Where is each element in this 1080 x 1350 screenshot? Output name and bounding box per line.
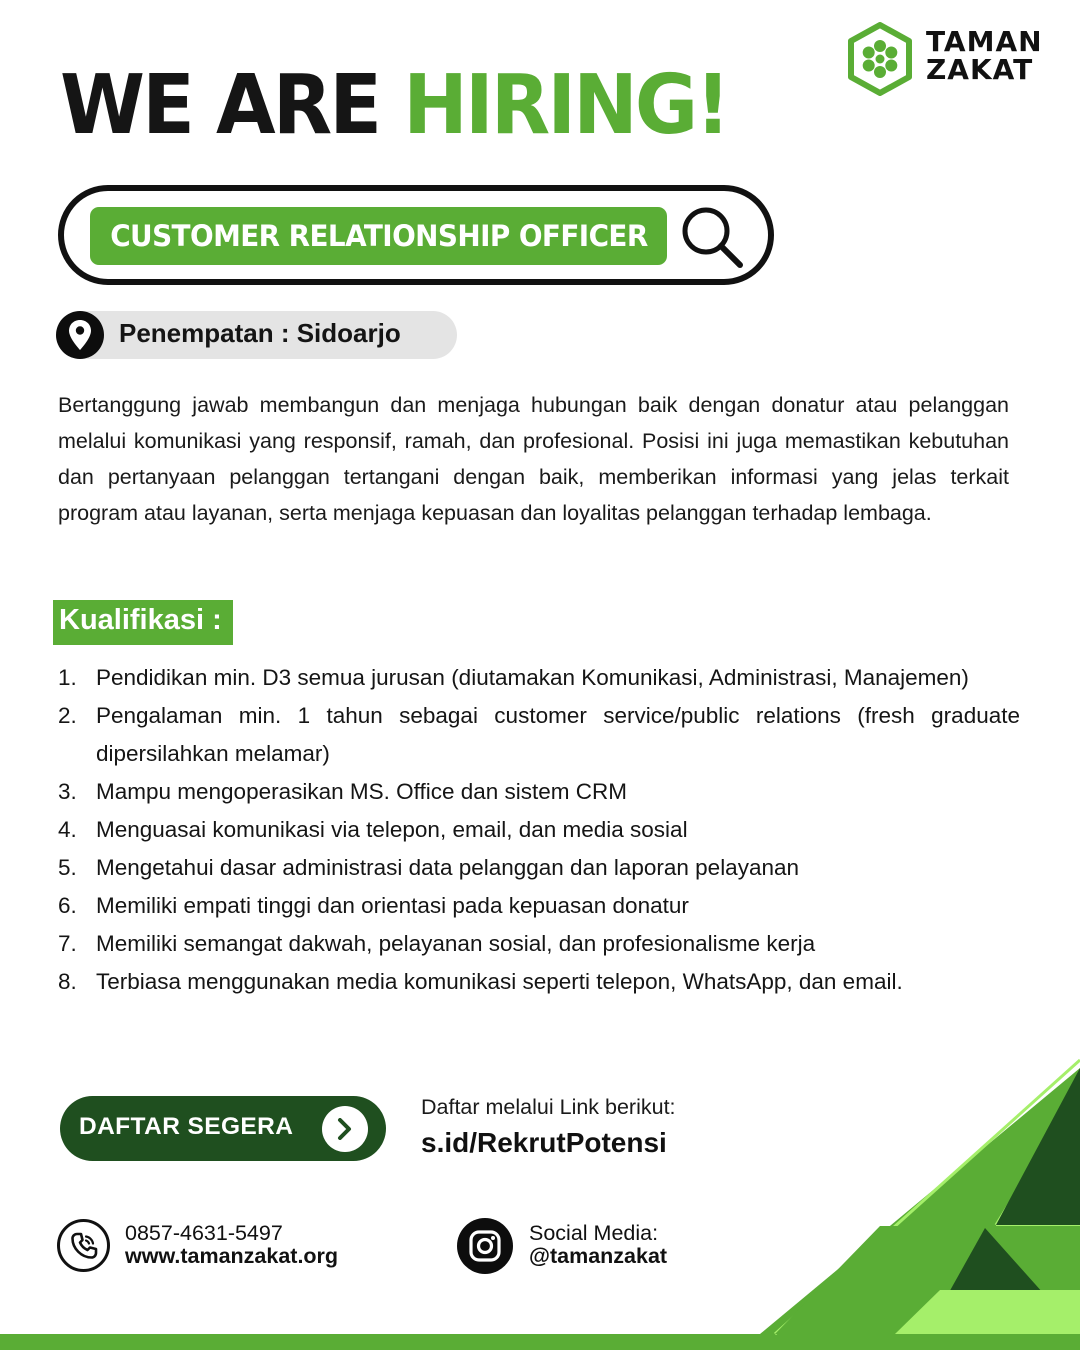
brand-logo (846, 22, 1051, 96)
list-item-number: 8. (58, 969, 77, 994)
list-item-number: 7. (58, 931, 77, 956)
registration-caption: Daftar melalui Link berikut: (421, 1095, 676, 1119)
list-item-number: 5. (58, 855, 77, 880)
job-title: CUSTOMER RELATIONSHIP OFFICER (109, 219, 648, 253)
headline (60, 60, 728, 152)
headline-part1: WE ARE (60, 58, 380, 153)
job-title-pill (90, 207, 667, 265)
job-description: Bertanggung jawab membangun dan menjaga hubungan baik dengan donatur atau pelanggan melalui komunikasi yang responsif, ramah, dan profesional. Posisi ini juga memastikan kebutuhan dan pertanyaan pelanggan tertangani dengan baik, memberikan informasi yang jelas terkait program atau layanan, serta menjaga kepuasan dan loyalitas pelanggan terhadap lembaga. (58, 393, 1009, 525)
list-item-number: 6. (58, 893, 77, 918)
list-item (58, 697, 1020, 773)
list-item (58, 925, 1020, 963)
contact-website[interactable]: www.tamanzakat.org (125, 1244, 339, 1268)
flower-hexagon-icon (846, 22, 914, 96)
list-item (58, 887, 1020, 925)
brand-name-line1: TAMAN (926, 25, 1043, 58)
brand-name-line2: ZAKAT (926, 53, 1034, 86)
list-item-text: Pendidikan min. D3 semua jurusan (diutamakan Komunikasi, Administrasi, Manajemen) (96, 665, 969, 690)
list-item-text: Pengalaman min. 1 tahun sebagai customer service/public relations (fresh graduate dipersilahkan melamar) (96, 703, 1020, 766)
phone-icon (57, 1219, 110, 1272)
list-item-number: 3. (58, 779, 77, 804)
list-item-text: Mampu mengoperasikan MS. Office dan sistem CRM (96, 779, 628, 804)
list-item-text: Memiliki empati tinggi dan orientasi pada kepuasan donatur (96, 893, 689, 918)
location-pin-icon (56, 311, 104, 359)
location-text: Penempatan : Sidoarjo (119, 318, 401, 348)
list-item (58, 773, 1020, 811)
list-item-number: 1. (58, 665, 77, 690)
list-item (58, 811, 1020, 849)
list-item (58, 849, 1020, 887)
list-item-text: Mengetahui dasar administrasi data pelanggan dan laporan pelayanan (96, 855, 800, 880)
job-search-bar (58, 185, 774, 285)
list-item (58, 963, 1020, 1001)
qualifications-heading (53, 600, 233, 645)
list-item-text: Terbiasa menggunakan media komunikasi seperti telepon, WhatsApp, dan email. (96, 969, 903, 994)
location-pill (56, 311, 457, 359)
list-item (58, 659, 1020, 697)
list-item-number: 4. (58, 817, 77, 842)
chevron-right-icon (322, 1106, 368, 1152)
list-item-text: Memiliki semangat dakwah, pelayanan sosial, dan profesionalisme kerja (96, 931, 816, 956)
headline-part2: HIRING! (403, 58, 728, 153)
social-media-handle[interactable]: @tamanzakat (529, 1244, 668, 1268)
instagram-icon (457, 1218, 513, 1274)
registration-link[interactable]: s.id/RekrutPotensi (421, 1127, 667, 1158)
list-item-text: Menguasai komunikasi via telepon, email, dan media sosial (96, 817, 688, 842)
apply-now-button-label: DAFTAR SEGERA (79, 1113, 294, 1140)
contact-phone: 0857-4631-5497 (125, 1221, 283, 1245)
list-item-number: 2. (58, 703, 77, 728)
social-media-label: Social Media: (529, 1221, 659, 1245)
apply-now-button[interactable] (60, 1096, 386, 1161)
qualifications-heading-label: Kualifikasi : (59, 604, 222, 636)
search-icon (680, 205, 744, 269)
qualifications-list (58, 659, 1020, 1001)
